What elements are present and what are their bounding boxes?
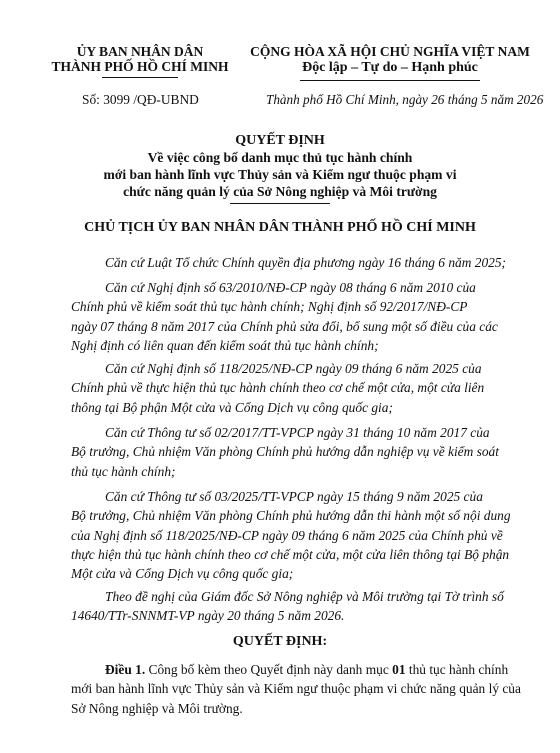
subject-line-2: mới ban hành lĩnh vực Thủy sản và Kiểm ngư thuộc phạm vi [103,167,457,182]
basis-6 [71,587,504,626]
national-motto: Độc lập – Tự do – Hạnh phúc [302,60,478,75]
subject-line-3: chức năng quản lý của Sở Nông nghiệp và Môi trường [123,184,437,199]
basis-4 [71,423,499,481]
issuer-name: ỦY BAN NHÂN DÂN [76,44,204,59]
basis-5 [71,487,511,583]
motto-underline [300,80,480,81]
place-and-date: Thành phố Hồ Chí Minh, ngày 26 tháng 5 năm 2026 [266,92,544,107]
subject-line-1: Về việc công bố danh mục thủ tục hành chính [147,150,413,165]
national-title: CỘNG HÒA XÃ HỘI CHỦ NGHĨA VIỆT NAM [250,44,530,59]
issuer-city: THÀNH PHỐ HỒ CHÍ MINH [51,59,229,74]
basis-line: của Nghị định số 118/2025/NĐ-CP ngày 09 tháng 6 năm 2025 của Chính phủ về [71,527,503,543]
issuer-underline [102,77,178,78]
article-text: Công bố kèm theo Quyết định này danh mục [145,662,393,677]
basis-line: 14640/TTr-SNNMT-VP ngày 20 tháng 5 năm 2026. [71,608,345,624]
basis-line: Chính phủ về thực hiện thủ tục hành chính theo cơ chế một cửa, một cửa liên [71,380,485,396]
article-text: thủ tục hành chính [405,662,509,677]
basis-3 [71,359,484,417]
basis-line: Căn cứ Thông tư số 03/2025/TT-VPCP ngày 15 tháng 9 năm 2025 của [105,489,483,504]
basis-line: Căn cứ Thông tư số 02/2017/TT-VPCP ngày 31 tháng 10 năm 2017 của [105,425,490,440]
basis-1 [105,253,506,272]
authority-heading: CHỦ TỊCH ỦY BAN NHÂN DÂN THÀNH PHỐ HỒ CHÍ MINH [84,220,476,235]
article-1 [71,660,521,718]
basis-2 [71,278,498,355]
basis-line: Căn cứ Nghị định số 118/2025/NĐ-CP ngày 09 tháng 6 năm 2025 của [105,361,482,376]
basis-line: Bộ trưởng, Chủ nhiệm Văn phòng Chính phủ hướng dẫn nghiệp vụ về kiểm soát [71,444,499,460]
basis-line: Một cửa và Cổng Dịch vụ công quốc gia; [71,566,294,582]
basis-line: Bộ trưởng, Chủ nhiệm Văn phòng Chính phủ hướng dẫn thi hành một số nội dung [71,508,511,524]
procedure-count: 01 [392,662,406,677]
basis-line: ngày 07 tháng 8 năm 2017 của Chính phủ sửa đổi, bổ sung một số điều của các [71,318,498,334]
article-1-line-2: mới ban hành lĩnh vực Thủy sản và Kiểm ngư thuộc phạm vi chức năng quản lý của [71,681,521,697]
basis-line: Nghị định có liên quan đến kiểm soát thủ tục hành chính; [71,337,379,353]
basis-line: thông tại Bộ phận Một cửa và Cổng Dịch vụ công quốc gia; [71,399,393,415]
article-label: Điều 1. [105,662,146,677]
basis-line: thực hiện thủ tục hành chính theo cơ chế một cửa, một cửa liên thông tại Bộ phận [71,546,510,562]
document-number: Số: 3099 /QĐ-UBND [82,92,199,107]
basis-line: Căn cứ Luật Tổ chức Chính quyền địa phương ngày 16 tháng 6 năm 2025; [105,255,506,270]
article-1-line-3: Sở Nông nghiệp và Môi trường. [71,700,243,716]
basis-line: Căn cứ Nghị định số 63/2010/NĐ-CP ngày 08 tháng 6 năm 2010 của [105,280,476,295]
decision-title: QUYẾT ĐỊNH [235,133,325,148]
article-1-line-1 [71,660,521,679]
basis-line: Theo đề nghị của Giám đốc Sở Nông nghiệp và Môi trường tại Tờ trình số [105,589,504,604]
decides-heading: QUYẾT ĐỊNH: [232,634,328,649]
basis-line: thủ tục hành chính; [71,463,176,479]
basis-line: Chính phủ về kiểm soát thủ tục hành chính; Nghị định số 92/2017/NĐ-CP [71,299,468,315]
title-underline [230,203,330,204]
